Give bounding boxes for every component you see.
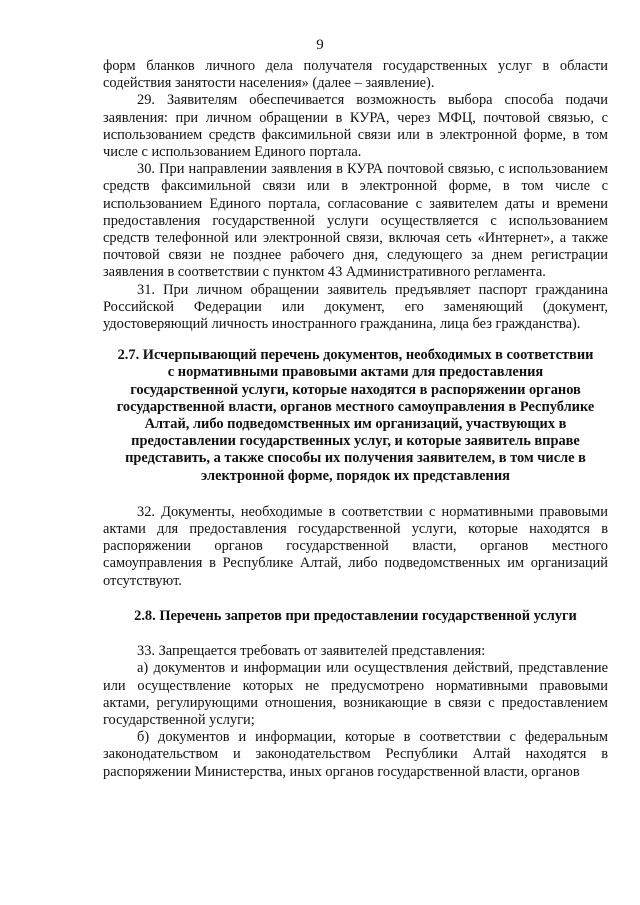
section-heading-2-7: 2.7. Исчерпывающий перечень документов, необходимых в соответствии с нормативными правовыми актами для предоставления государственной услуги, которые находятся в распоряжении органов государственной власти, органов местного самоуправления в Республике Алтай, либо подведомственных им организаций, участвующих в предоставлении государственных услуг, и которые заявитель вправе представить, а также способы их получения заявителем, в том числе в электронной форме, порядок их представления (116, 347, 595, 484)
list-item-b: б) документов и информации, которые в соответствии с федеральным законодательством и законодательством Республики Алтай находятся в распоряжении Министерства, иных органов государственной власти, органов (103, 729, 608, 780)
paragraph-32: 32. Документы, необходимые в соответствии с нормативными правовыми актами для предоставления государственной услуги, которые находятся в распоряжении органов государственной власти, органов местного самоуправления в Республике Алтай, либо подведомственных им организаций отсутствуют. (103, 503, 608, 589)
paragraph-30: 30. При направлении заявления в КУРА почтовой связью, с использованием средств факсимильной связи или в электронной форме, в том числе с использованием Единого портала, согласование с заявителем даты и времени предоставления государственной услуги осуществляется с использованием средств телефонной или электронной связи, включая сеть «Интернет», а также почтовой связи не позднее рабочего дня, следующего за днем регистрации заявления в соответствии с пунктом 43 Административного регламента. (103, 161, 608, 281)
list-item-a: а) документов и информации или осуществления действий, представление или осуществление которых не предусмотрено нормативными правовыми актами, регулирующими отношения, возникающие в связи с предоставлением государственной услуги; (103, 660, 608, 728)
section-heading-2-8: 2.8. Перечень запретов при предоставлении государственной услуги (134, 607, 577, 624)
paragraph-33: 33. Запрещается требовать от заявителей представления: (137, 643, 486, 660)
document-body (103, 58, 608, 781)
paragraph-28-continuation: форм бланков личного дела получателя государственных услуг в области содействия занятости населения» (далее – заявление). (103, 58, 608, 92)
paragraph-31: 31. При личном обращении заявитель предъявляет паспорт гражданина Российской Федерации или документ, его заменяющий (документ, удостоверяющий личность иностранного гражданина, лица без гражданства). (103, 281, 608, 333)
page-number: 9 (316, 37, 324, 53)
paragraph-29: 29. Заявителям обеспечивается возможность выбора способа подачи заявления: при личном обращении в КУРА, через МФЦ, почтовой связью, с использованием средств факсимильной связи или в электронной форме, в том числе с использованием Единого портала. (103, 92, 608, 161)
